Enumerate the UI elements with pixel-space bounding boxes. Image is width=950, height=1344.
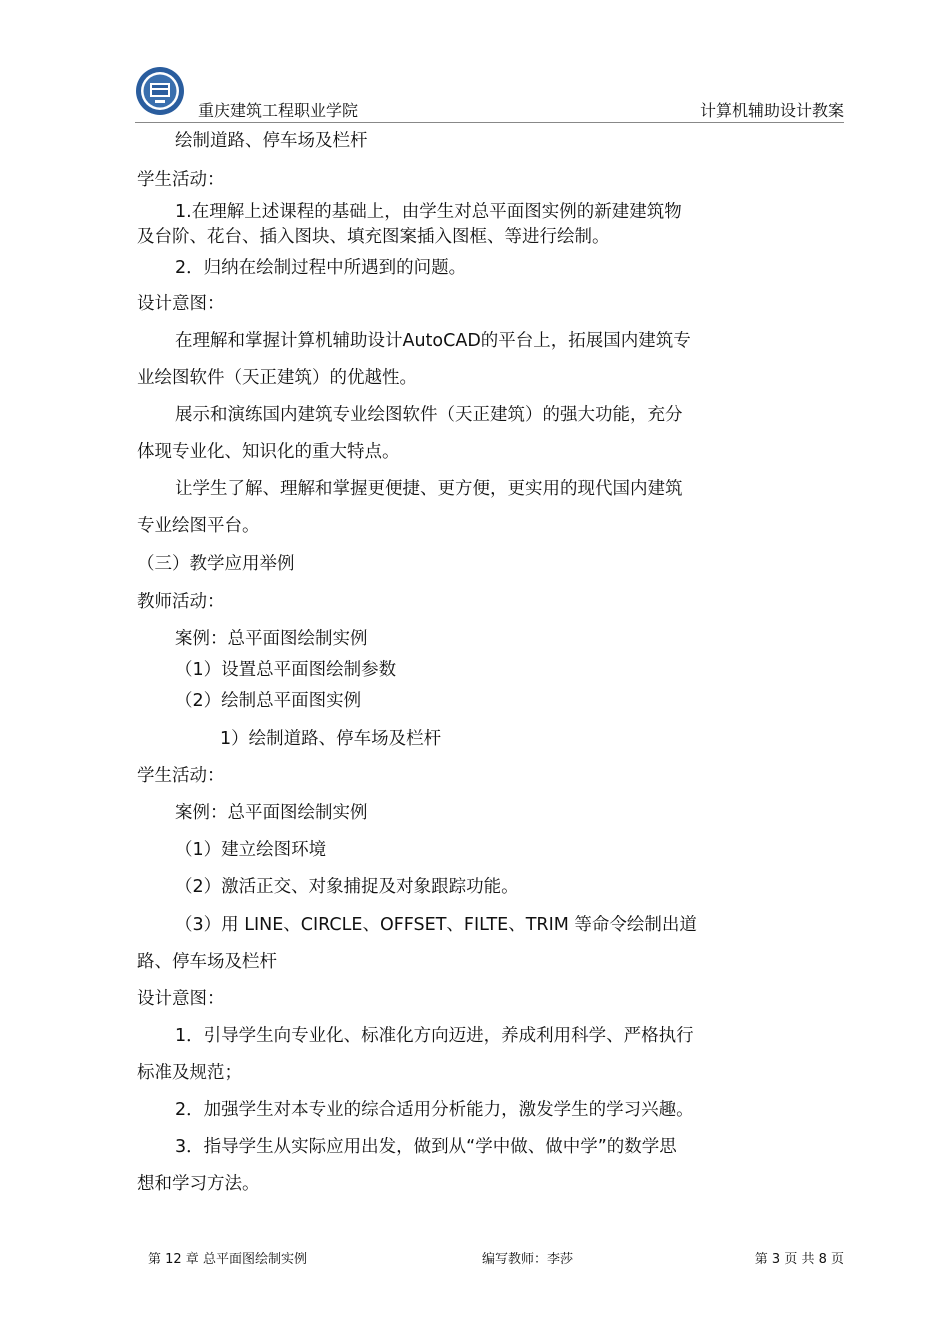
footer-author: 编写教师：李莎 — [482, 1252, 574, 1267]
school-name: 重庆建筑工程职业学院 — [198, 101, 359, 120]
text-line: （1）设置总平面图绘制参数 — [175, 660, 397, 680]
text-line: 想和学习方法。 — [137, 1174, 260, 1194]
text-line: 在理解和掌握计算机辅助设计AutoCAD的平台上，拓展国内建筑专 — [175, 331, 691, 351]
text-line: 2．加强学生对本专业的综合适用分析能力，激发学生的学习兴趣。 — [175, 1100, 694, 1120]
text-line: 案例：总平面图绘制实例 — [175, 803, 368, 823]
text-line: 体现专业化、知识化的重大特点。 — [137, 442, 400, 462]
text-line: 及台阶、花台、插入图块、填充图案插入图框、等进行绘制。 — [137, 227, 610, 247]
section-heading: 设计意图： — [137, 294, 225, 314]
text-line: 2．归纳在绘制过程中所遇到的问题。 — [175, 258, 467, 278]
text-line: 展示和演练国内建筑专业绘图软件（天正建筑）的强大功能，充分 — [175, 405, 683, 425]
section-heading: 学生活动： — [137, 170, 225, 190]
section-heading: （三）教学应用举例 — [137, 554, 295, 574]
text-line: 专业绘图平台。 — [137, 516, 260, 536]
text-line: （2）激活正交、对象捕捉及对象跟踪功能。 — [175, 877, 519, 897]
section-heading: 教师活动： — [137, 592, 225, 612]
text-line: （3）用 LINE、CIRCLE、OFFSET、FILTE、TRIM 等命令绘制出道 — [175, 915, 697, 935]
text-line: 1．引导学生向专业化、标准化方向迈进，养成利用科学、严格执行 — [175, 1026, 694, 1046]
footer-chapter: 第 12 章 总平面图绘制实例 — [148, 1252, 307, 1267]
text-line: 绘制道路、停车场及栏杆 — [175, 131, 368, 151]
text-line: 标准及规范； — [137, 1063, 242, 1083]
section-heading: 设计意图： — [137, 989, 225, 1009]
section-heading: 学生活动： — [137, 766, 225, 786]
text-line: 3．指导学生从实际应用出发，做到从“学中做、做中学”的数学思 — [175, 1137, 677, 1157]
document-title: 计算机辅助设计教案 — [699, 101, 844, 120]
school-emblem-icon — [135, 66, 185, 116]
text-line: 1.在理解上述课程的基础上，由学生对总平面图实例的新建建筑物 — [175, 202, 682, 222]
text-line: 业绘图软件（天正建筑）的优越性。 — [137, 368, 417, 388]
footer-page-number: 第 3 页 共 8 页 — [754, 1252, 844, 1267]
header-rule — [135, 122, 844, 123]
text-line: 1）绘制道路、停车场及栏杆 — [220, 729, 442, 749]
text-line: 路、停车场及栏杆 — [137, 952, 277, 972]
text-line: 案例：总平面图绘制实例 — [175, 629, 368, 649]
text-line: （1）建立绘图环境 — [175, 840, 327, 860]
text-line: （2）绘制总平面图实例 — [175, 691, 362, 711]
text-line: 让学生了解、理解和掌握更便捷、更方便，更实用的现代国内建筑 — [175, 479, 683, 499]
